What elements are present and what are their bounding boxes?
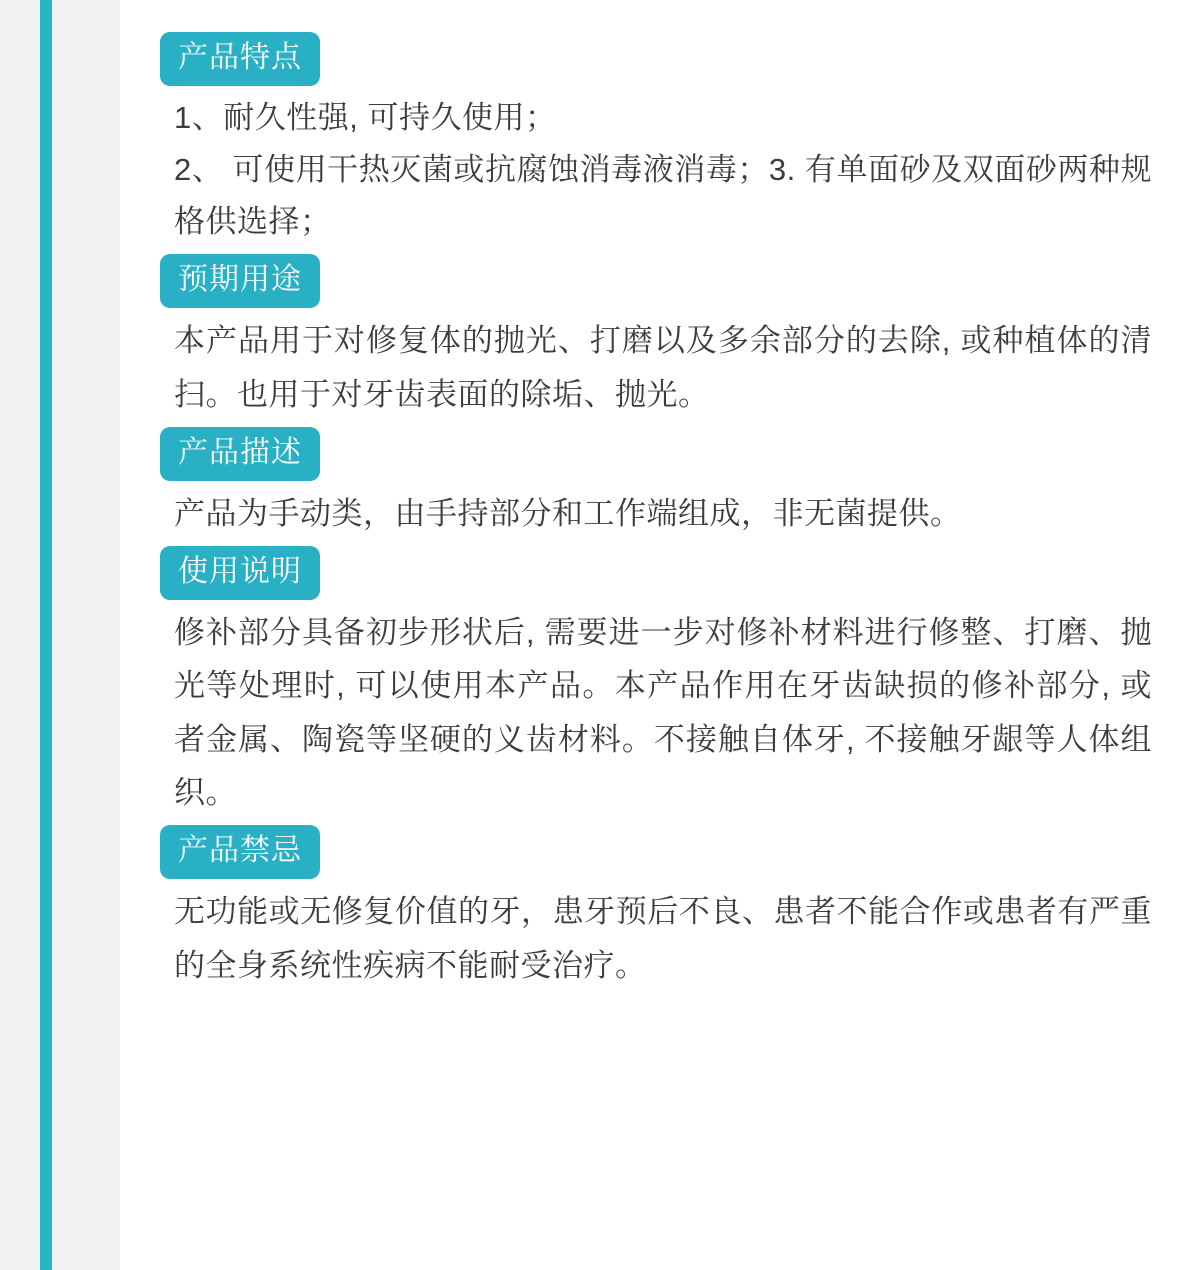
section-intended-use <box>150 254 1158 421</box>
section-product-description <box>150 427 1158 540</box>
inner-margin-band <box>52 0 120 1270</box>
section-instructions <box>150 546 1158 819</box>
feature-line-1: 1、耐久性强, 可持久使用； <box>174 100 557 135</box>
section-heading-badge: 产品描述 <box>160 427 320 481</box>
contraindications-text: 无功能或无修复价值的牙，患牙预后不良、患者不能合作或患者有严重的全身系统性疾病不能耐受治疗。 <box>174 894 1152 983</box>
section-contraindications <box>150 825 1158 992</box>
feature-line-2: 2、 可使用干热灭菌或抗腐蚀消毒液消毒；3. 有单面砂及双面砂两种规格供选择； <box>174 152 1152 240</box>
section-heading-badge: 产品特点 <box>160 32 320 86</box>
section-heading-badge: 使用说明 <box>160 546 320 600</box>
document-content <box>120 0 1200 1270</box>
left-margin-band <box>0 0 40 1270</box>
instructions-text: 修补部分具备初步形状后, 需要进一步对修补材料进行修整、打磨、抛光等处理时, 可以使用本产品。本产品作用在牙齿缺损的修补部分, 或者金属、陶瓷等坚硬的义齿材料。不接触自体牙, 不接触牙龈等人体组织。 <box>174 615 1152 811</box>
product-description-text: 产品为手动类，由手持部分和工作端组成，非无菌提供。 <box>174 495 962 531</box>
section-product-features <box>150 32 1158 248</box>
accent-stripe <box>40 0 52 1270</box>
section-heading-badge: 产品禁忌 <box>160 825 320 879</box>
intended-use-text: 本产品用于对修复体的抛光、打磨以及多余部分的去除, 或种植体的清扫。也用于对牙齿表面的除垢、抛光。 <box>174 323 1152 412</box>
section-heading-badge: 预期用途 <box>160 254 320 308</box>
